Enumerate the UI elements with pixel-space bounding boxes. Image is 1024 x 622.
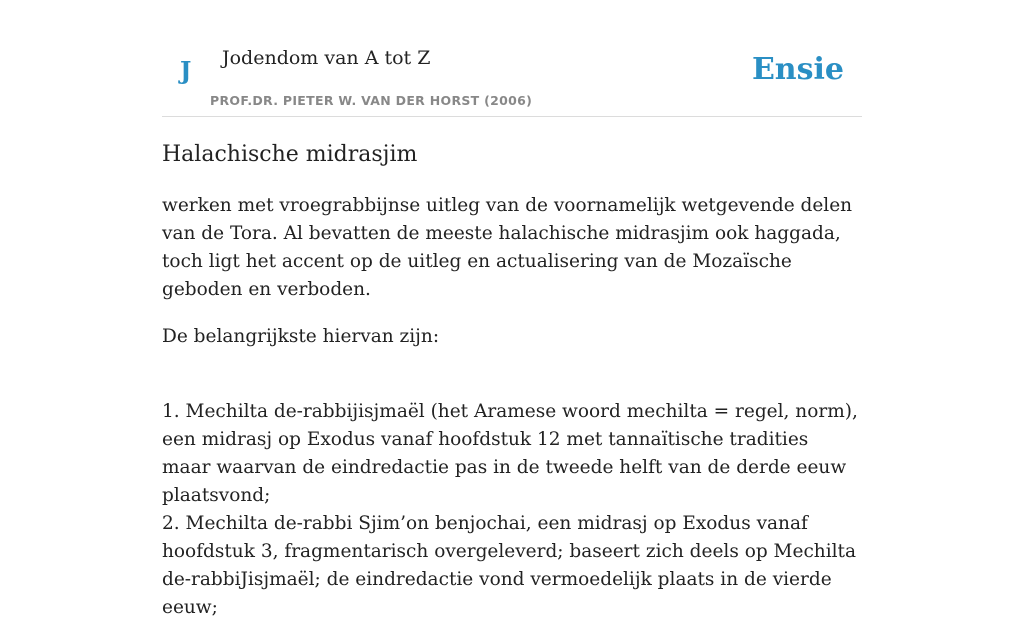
list-item: 1. Mechilta de-rabbijisjmaël (het Aramese woord mechilta = regel, norm), een midrasj op Exodus vanaf hoofdstuk 12 met tannaïtische tradities maar waarvan de eindredactie pas in de tweede helft van de derde eeuw plaatsvond; — [162, 401, 858, 506]
ensie-logo[interactable]: Ensie — [751, 52, 844, 87]
entry-content — [162, 192, 862, 622]
list-item: 2. Mechilta de-rabbi Sjim’on benjochai, een midrasj op Exodus vanaf hoofdstuk 3, fragmentarisch overgeleverd; baseert zich deels op Mechilta de-rabbiJisjmaël; de eindredactie vond vermoedelijk plaats in de vierde eeuw; — [162, 513, 857, 618]
entry-title: Halachische midrasjim — [162, 142, 418, 167]
document-page — [162, 0, 862, 618]
book-header — [162, 0, 862, 117]
book-author: PROF.DR. PIETER W. VAN DER HORST (2006) — [210, 93, 533, 108]
spacer — [162, 370, 862, 398]
book-initial-icon[interactable]: J — [180, 56, 192, 85]
book-title-link[interactable]: Jodendom van A tot Z — [222, 47, 431, 69]
entry-intro: werken met vroegrabbijnse uitleg van de voornamelijk wetgevende delen van de Tora. Al bevatten de meeste halachische midrasjim ook haggada, toch ligt het accent op de uitleg en actualisering van de Mozaïsche geboden en verboden. — [162, 195, 853, 300]
entry-lead: De belangrijkste hiervan zijn: — [162, 326, 440, 347]
